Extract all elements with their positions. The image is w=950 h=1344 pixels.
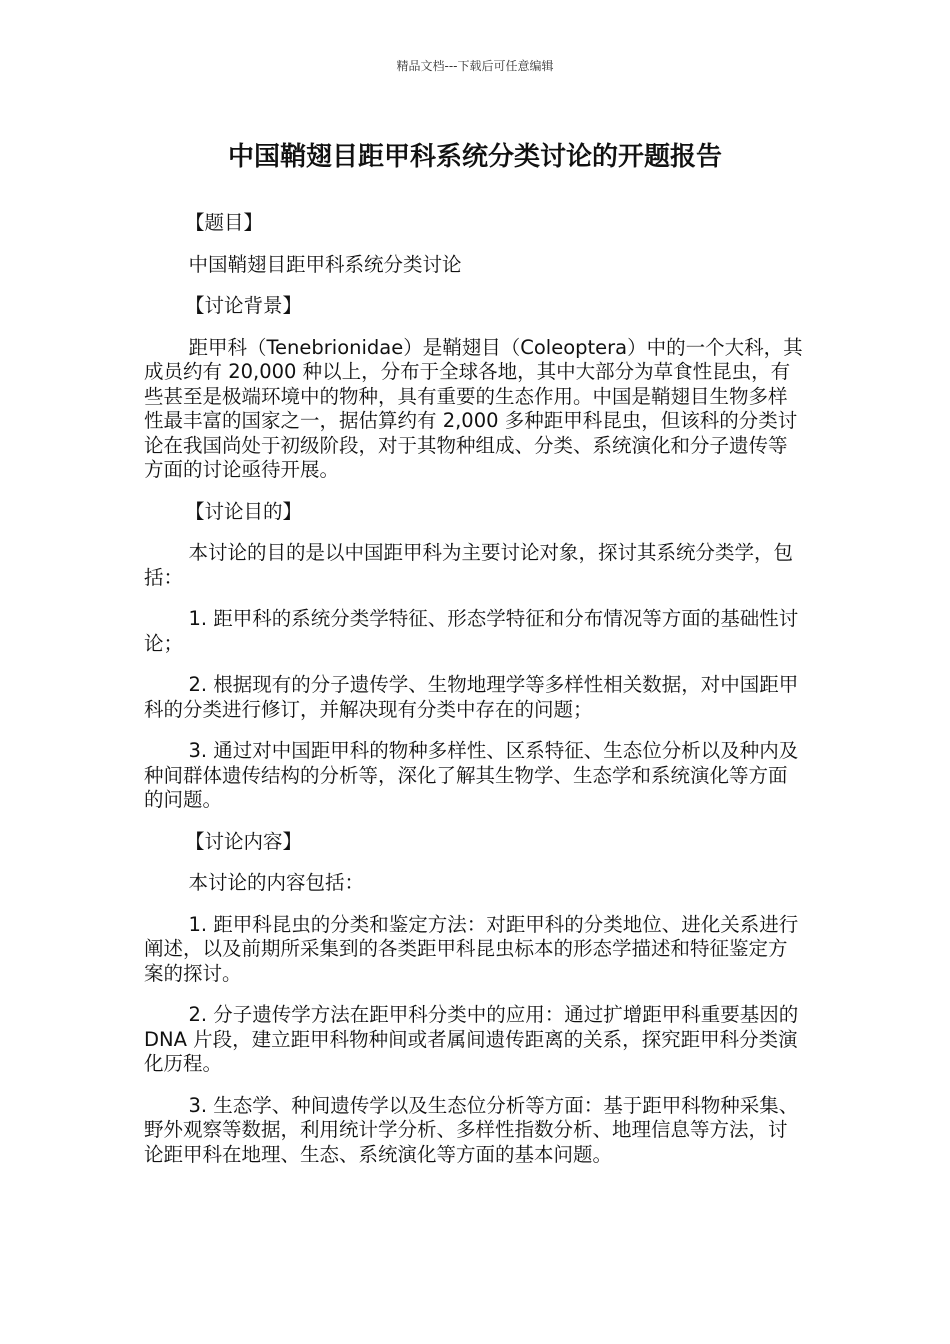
content-item: 3. 生态学、种间遗传学以及生态位分析等方面：基于距甲科物种采集、野外观察等数据，利用统计学分析、多样性指数分析、地理信息等方法，讨论距甲科在地理、生态、系统演化等方面的基本问题。 [144,1093,799,1166]
purpose-item: 3. 通过对中国距甲科的物种多样性、区系特征、生态位分析以及种内及种间群体遗传结构的分析等，深化了解其生物学、生态学和系统演化等方面的问题。 [144,739,799,811]
document-title: 中国鞘翅目距甲科系统分类讨论的开题报告 [227,142,722,172]
content-item: 1. 距甲科昆虫的分类和鉴定方法：对距甲科的分类地位、进化关系进行阐述，以及前期所采集到的各类距甲科昆虫标本的形态学描述和特征鉴定方案的探讨。 [144,912,799,985]
header-watermark: 精品文档---下载后可任意编辑 [396,59,554,73]
topic-text: 中国鞘翅目距甲科系统分类讨论 [188,252,462,276]
purpose-item: 2. 根据现有的分子遗传学、生物地理学等多样性相关数据，对中国距甲科的分类进行修订，并解决现有分类中存在的问题； [144,673,799,721]
background-paragraph: 距甲科（Tenebrionidae）是鞘翅目（Coleoptera）中的一个大科，其成员约有 20,000 种以上，分布于全球各地，其中大部分为草食性昆虫，有些甚至是极端环境中的物种，具有重要的生态作用。中国是鞘翅目生物多样性最丰富的国家之一，据估算约有 2,000 多种距甲科昆虫，但该科的分类讨论在我国尚处于初级阶段，对于其物种组成、分类、系统演化和分子遗传等方面的讨论亟待开展。 [144,335,803,481]
purpose-intro: 本讨论的目的是以中国距甲科为主要讨论对象，探讨其系统分类学，包括： [144,541,793,589]
content-heading: 【讨论内容】 [184,829,302,853]
topic-heading: 【题目】 [184,211,263,234]
background-heading: 【讨论背景】 [184,294,302,317]
purpose-heading: 【讨论目的】 [184,499,302,523]
purpose-item: 1. 距甲科的系统分类学特征、形态学特征和分布情况等方面的基础性讨论； [144,607,799,655]
document-body [144,211,806,1184]
content-intro: 本讨论的内容包括： [188,871,364,894]
content-item: 2. 分子遗传学方法在距甲科分类中的应用：通过扩增距甲科重要基因的 DNA 片段，建立距甲科物种间或者属间遗传距离的关系，探究距甲科分类演化历程。 [144,1003,799,1075]
